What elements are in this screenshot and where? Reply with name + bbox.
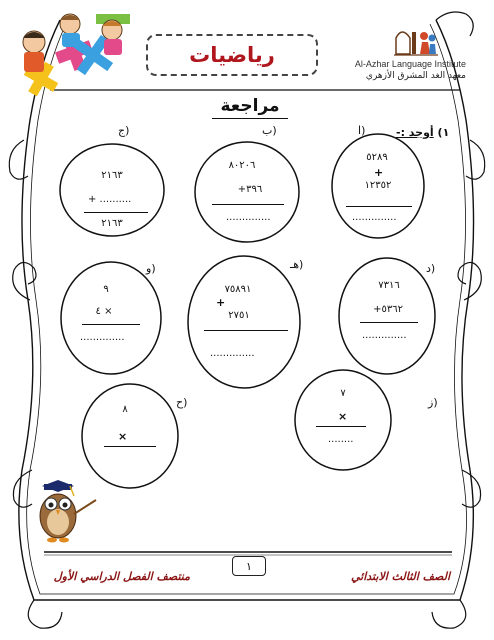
- problem-g-letter: ز): [428, 396, 438, 409]
- institute-name-en: Al-Azhar Language Institute: [354, 59, 466, 69]
- problem-c-line: [84, 212, 148, 213]
- problem-e-op: +: [216, 296, 226, 309]
- ellipse-d: [339, 258, 435, 374]
- problem-e-line: [204, 330, 288, 331]
- ellipse-f: [61, 262, 161, 374]
- problem-d-letter: د): [426, 262, 436, 275]
- problem-f-top: ٩: [103, 284, 109, 295]
- question-text: أوجد :-: [396, 126, 434, 139]
- problem-d-top: ٧٣١٦: [378, 280, 400, 291]
- problem-h-top: ٨: [122, 404, 128, 415]
- problem-a-top: ٥٢٨٩: [366, 152, 388, 163]
- ellipse-h: [82, 384, 178, 488]
- problem-f-answer: ..............: [80, 332, 125, 343]
- problem-a-line: [346, 206, 412, 207]
- institute-name-ar: معهد الغد المشرق الأزهري: [365, 71, 466, 81]
- problem-h-line: [104, 446, 156, 447]
- question-number: ١): [437, 126, 450, 139]
- problem-e-letter: هـ): [290, 258, 304, 271]
- problem-a-op: +: [374, 166, 384, 179]
- footer-grade: الصف الثالث الابتدائي: [351, 570, 450, 583]
- problem-b-line: [212, 204, 284, 205]
- problem-d-bottom: ٥٣٦٢+: [373, 304, 403, 315]
- problem-c-letter: ج): [118, 124, 130, 137]
- problem-h-op: ×: [118, 430, 128, 443]
- footer-term: منتصف الفصل الدراسي الأول: [53, 570, 190, 583]
- problem-e-bottom: ٢٧٥١: [228, 310, 250, 321]
- problem-f-line: [82, 324, 140, 325]
- problem-g-line: [316, 426, 366, 427]
- page-number-box: [232, 556, 266, 576]
- problem-a-letter: ا): [358, 124, 366, 137]
- problem-c-top: ٢١٦٣: [101, 170, 123, 181]
- problem-g-answer: ........: [328, 434, 354, 445]
- problem-d-answer: ..............: [362, 330, 407, 341]
- problem-g-top: ٧: [340, 388, 346, 399]
- problem-a-bottom: ١٢٣٥٢: [364, 180, 392, 191]
- problem-b-answer: ..............: [226, 212, 271, 223]
- problem-e-top: ٧٥٨٩١: [224, 284, 252, 295]
- ellipse-e: [188, 256, 300, 388]
- section-title: مراجعة: [220, 96, 280, 116]
- problem-b-top: ٨٠٢٠٦: [228, 160, 256, 171]
- owl-teacher-illustration: [34, 478, 100, 548]
- problem-c-middle: + ..........: [88, 194, 132, 205]
- problem-f-letter: و): [146, 262, 156, 275]
- problem-b-bottom: ٣٩٦+: [237, 184, 263, 195]
- problem-d-line: [360, 322, 418, 323]
- subject-title: رياضيات: [189, 43, 275, 67]
- page-number: ١: [246, 559, 252, 573]
- problem-f-bottom: × ٤: [95, 306, 113, 317]
- problem-h-letter: ح): [176, 396, 188, 409]
- problem-e-answer: ..............: [210, 348, 255, 359]
- problem-g-op: ×: [338, 410, 348, 423]
- problem-c-result: ٢١٦٣: [101, 218, 123, 229]
- problem-b-letter: ب): [262, 124, 277, 137]
- problem-a-answer: ..............: [352, 212, 397, 223]
